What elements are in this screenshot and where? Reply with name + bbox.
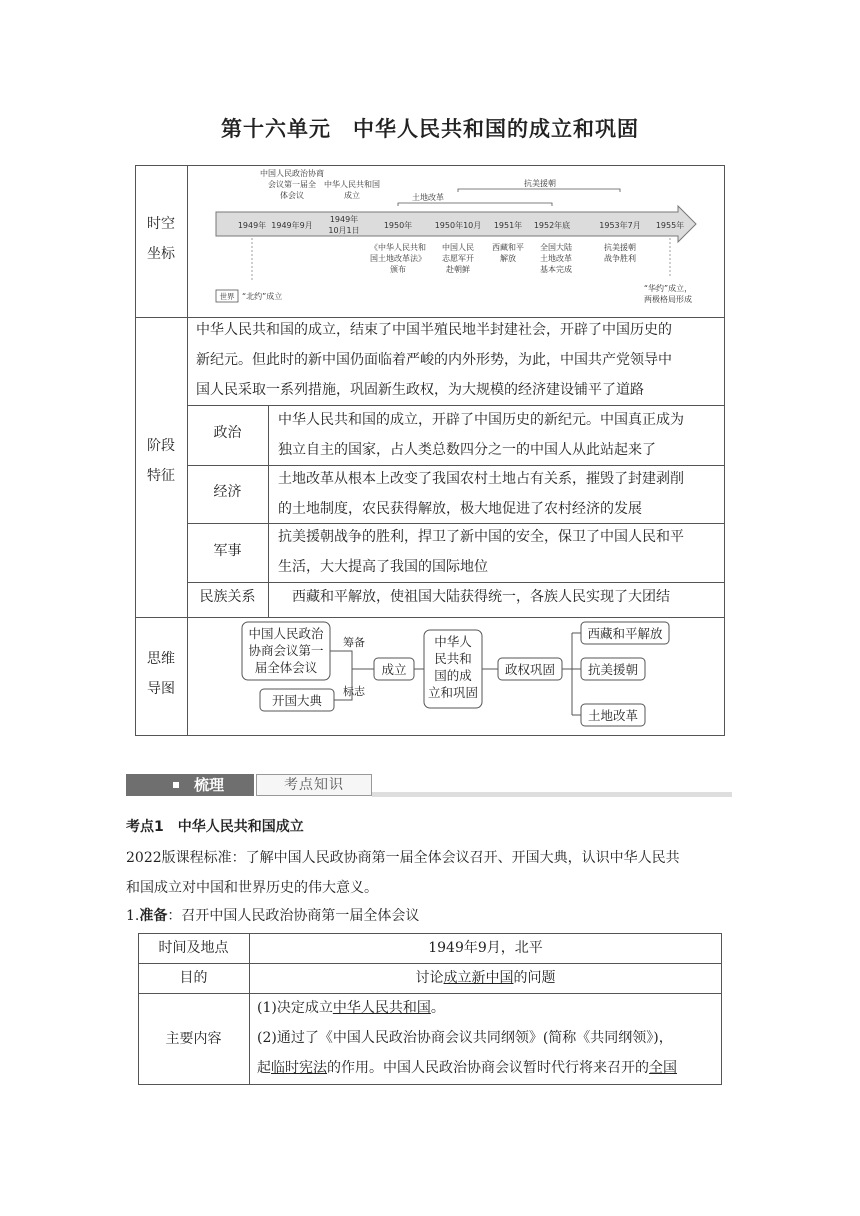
detail-label-time-place: 时间及地点 xyxy=(158,940,229,956)
event-prc-line: 中华人民共和国 xyxy=(324,180,380,189)
stage-text-military: 抗美援朝战争的胜利，捍卫了新中国的安全，保卫了中国人民和平 生活，大大提高了我国的国际地位 xyxy=(278,529,684,575)
date-label: 1955年 xyxy=(655,221,685,230)
stage-label-economy: 经济 xyxy=(213,484,242,500)
event-land-done-line: 基本完成 xyxy=(540,265,572,274)
event-korea-win-line: 战争胜利 xyxy=(604,254,636,263)
node-branch-korea-text: 抗美援朝 xyxy=(587,662,639,677)
edge-label-mark: 标志 xyxy=(343,685,365,698)
stage-overview: 中华人民共和国的成立，结束了中国半殖民地半封建社会，开辟了中国历史的 新纪元。但此时的新中国仍面临着严峻的内外形势，为此，中国共产党领导中 国人民采取一系列措施，巩固新生政权，为大规模的经济建设铺平了道路 xyxy=(196,322,672,398)
event-land-reform: 土地改革 xyxy=(412,193,444,202)
stage-label-politics: 政治 xyxy=(213,425,242,441)
detail-value-purpose: 讨论成立新中国的问题 xyxy=(415,970,556,986)
event-korea: 抗美援朝 xyxy=(524,179,556,188)
row-label-timeline: 时空 坐标 xyxy=(147,216,175,262)
date-label-1949-part1: 1949年 xyxy=(329,215,359,224)
event-land-done-line: 土地改革 xyxy=(540,254,572,263)
table-divider xyxy=(268,405,269,617)
point-heading: 考点1 中华人民共和国成立 xyxy=(126,819,304,835)
detail-value-time-place: 1949年9月，北平 xyxy=(428,940,543,956)
row-label-mindmap: 思维 导图 xyxy=(147,651,175,697)
date-label: 1950年10月 xyxy=(434,221,482,230)
node-cppcc-line: 协商会议第一 xyxy=(248,643,324,658)
stage-text-economy: 土地改革从根本上改变了我国农村土地占有关系，摧毁了封建剥削 的土地制度，农民获得解放，极大地促进了农村经济的发展 xyxy=(278,471,684,517)
event-land-law-line: 颁布 xyxy=(390,265,406,274)
event-land-done-line: 全国大陆 xyxy=(540,243,572,252)
node-center-line: 民共和 xyxy=(434,651,472,666)
world-tag: 世界 xyxy=(219,292,235,301)
range-korea xyxy=(458,189,620,192)
stage-label-ethnic: 民族关系 xyxy=(199,589,256,605)
curriculum-standard: 2022版课程标准：了解中国人民政协商第一届全体会议召开、开国大典，认识中华人民共 和国成立对中国和世界历史的伟大意义。 xyxy=(126,850,680,896)
event-land-law-line: 国土地改革法》 xyxy=(370,254,426,263)
event-warsaw-line: “华约”成立， xyxy=(643,284,693,293)
date-label: 1949年9月 xyxy=(271,221,313,230)
timeline-diagram xyxy=(188,166,724,316)
detail-label-content: 主要内容 xyxy=(165,1031,222,1047)
page-title: 第十六单元 中华人民共和国的成立和巩固 xyxy=(221,117,639,141)
event-volunteers-line: 赴朝鲜 xyxy=(446,265,470,274)
date-label: 1952年底 xyxy=(533,221,571,230)
event-volunteers-line: 志愿军开 xyxy=(442,254,474,263)
banner-tag xyxy=(126,774,254,796)
event-prc-line: 成立 xyxy=(344,191,360,200)
date-label: 1951年 xyxy=(493,221,523,230)
node-consolidate-text: 政权巩固 xyxy=(504,662,556,677)
section-banner xyxy=(126,772,732,798)
edge-label-prep: 筹备 xyxy=(343,636,365,649)
banner-label-text: 考点知识 xyxy=(284,777,344,793)
node-branch-tibet-text: 西藏和平解放 xyxy=(587,626,663,641)
node-founding-text: 成立 xyxy=(381,662,407,677)
event-cppcc-line: 体会议 xyxy=(280,191,304,200)
event-cppcc-line: 中国人民政治协商 xyxy=(260,169,324,178)
event-warsaw-line: 两极格局形成 xyxy=(644,295,692,304)
node-center-line: 立和巩固 xyxy=(427,685,479,700)
node-cppcc-line: 届全体会议 xyxy=(254,660,318,675)
detail-label-purpose: 目的 xyxy=(179,970,208,986)
node-center-line: 中华人 xyxy=(434,634,472,649)
stage-text-ethnic: 西藏和平解放，使祖国大陆获得统一，各族人民实现了大团结 xyxy=(292,589,670,605)
stage-text-politics: 中华人民共和国的成立，开辟了中国历史的新纪元。中国真正成为 独立自主的国家，占人类总数四分之一的中国人从此站起来了 xyxy=(278,412,684,458)
banner-tag-text: 梳理 xyxy=(194,776,225,794)
date-label: 1953年7月 xyxy=(599,221,641,230)
banner-bullet xyxy=(173,782,179,788)
event-land-law-line: 《中华人民共和 xyxy=(370,243,426,252)
event-cppcc-line: 会议第一届全 xyxy=(268,180,316,189)
date-label: 1949年 xyxy=(237,221,267,230)
node-branch-land-text: 土地改革 xyxy=(587,708,639,723)
date-label: 1950年 xyxy=(383,221,413,230)
node-ceremony-text: 开国大典 xyxy=(271,693,323,708)
event-tibet-line: 解放 xyxy=(500,254,516,263)
item-1: 1.准备：召开中国人民政治协商第一届全体会议 xyxy=(126,908,420,924)
event-volunteers-line: 中国人民 xyxy=(442,243,474,252)
mindmap-diagram xyxy=(188,618,724,735)
event-nato: “北约”成立 xyxy=(242,292,283,301)
detail-value-content: (1)决定成立中华人民共和国。 (2)通过了《中国人民政治协商会议共同纲领》(简称《共同纲领》)， 起临时宪法的作用。中国人民政治协商会议暂时代行将来召开的全国 xyxy=(257,1000,677,1076)
event-tibet-line: 西藏和平 xyxy=(492,243,524,252)
node-cppcc-line: 中国人民政治 xyxy=(248,626,324,641)
range-land-reform xyxy=(398,203,552,206)
banner-rule xyxy=(372,792,732,797)
stage-label-military: 军事 xyxy=(213,543,242,559)
row-label-stage: 阶段 特征 xyxy=(147,438,175,484)
date-label-1949-part2: 10月1日 xyxy=(328,226,360,235)
event-korea-win-line: 抗美援朝 xyxy=(604,243,636,252)
node-center-line: 国的成 xyxy=(434,668,472,683)
